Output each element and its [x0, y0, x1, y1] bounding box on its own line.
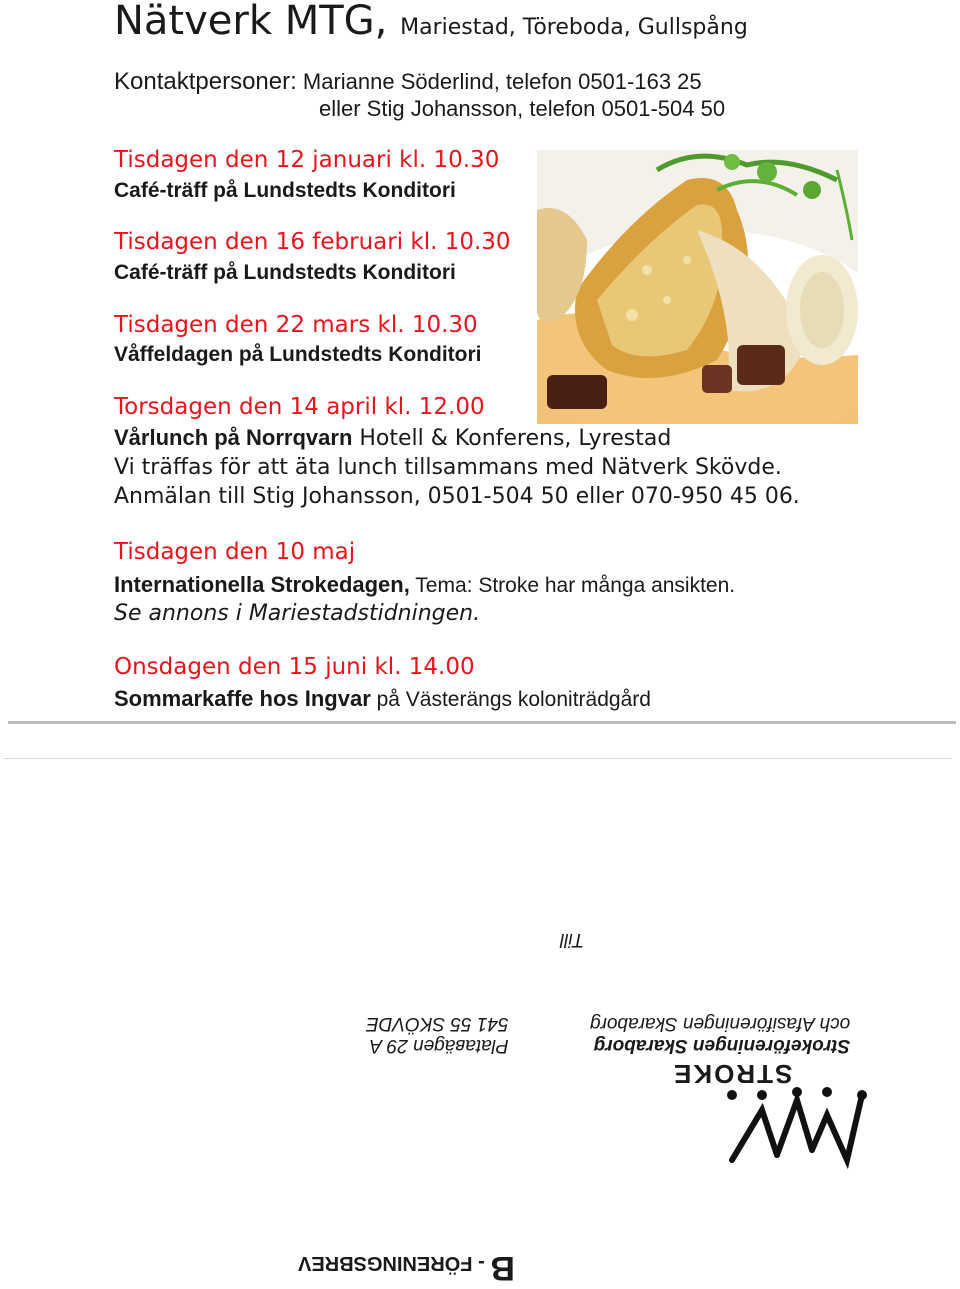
event-4-description: Vi träffas för att äta lunch tillsammans med Nätverk Skövde.: [114, 455, 782, 480]
postage-text: - FÖRENINGSBREV: [298, 1252, 485, 1274]
event-5-title-rest: Tema: Stroke har många ansikten.: [409, 574, 736, 597]
contact-person-1: Marianne Söderlind, telefon 0501-163 25: [302, 69, 702, 94]
event-5-title-bold: Internationella Strokedagen,: [114, 572, 410, 597]
event-4-date: Torsdagen den 14 april kl. 12.00: [114, 394, 485, 420]
event-4-title: [114, 425, 671, 451]
event-1-title: Café-träff på Lundstedts Konditori: [114, 179, 456, 202]
fish-dish-image: [537, 150, 858, 424]
event-1-date: Tisdagen den 12 januari kl. 10.30: [114, 147, 500, 173]
event-2-title: Café-träff på Lundstedts Konditori: [114, 261, 456, 284]
event-3-title: Våffeldagen på Lundstedts Konditori: [114, 343, 482, 366]
event-3-date: Tisdagen den 22 mars kl. 10.30: [114, 312, 478, 338]
mailer-logo-text: STROKE: [672, 1059, 793, 1089]
event-2-date: Tisdagen den 16 februari kl. 10.30: [114, 229, 511, 255]
event-5-note: Se annons i Mariestadstidningen.: [114, 601, 481, 626]
event-4-title-bold: Vårlunch på Norrqvarn: [114, 425, 353, 450]
postage-letter: B: [490, 1249, 515, 1287]
mailer-till: Till: [560, 929, 585, 950]
contacts-label: Kontaktpersoner:: [114, 68, 297, 95]
stroke-logo-icon: [722, 1085, 872, 1170]
event-5-title: [114, 572, 735, 598]
mailer-org: [590, 1012, 850, 1056]
event-6-date: Onsdagen den 15 juni kl. 14.00: [114, 654, 475, 680]
food-photo: [537, 150, 858, 424]
event-4-registration: Anmälan till Stig Johansson, 0501-504 50 eller 070-950 45 06.: [114, 484, 800, 509]
contact-person-2: eller Stig Johansson, telefon 0501-504 50: [319, 96, 726, 121]
mailer-org-sub: och Afasiföreningen Skaraborg: [590, 1013, 851, 1034]
mailer-org-name: Strokeföreningen Skaraborg: [593, 1035, 851, 1056]
event-6-title-rest: på Västerängs koloniträdgård: [370, 688, 651, 711]
mailer-return-address: [366, 1012, 509, 1056]
event-4-title-rest: Hotell & Konferens, Lyrestad: [352, 426, 672, 451]
event-5-date: Tisdagen den 10 maj: [114, 539, 356, 565]
title-locations: Mariestad, Töreboda, Gullspång: [400, 15, 748, 40]
event-6-title: [114, 686, 651, 712]
page-title: [114, 0, 748, 44]
fold-rule-thin: [4, 758, 952, 759]
title-network: Nätverk MTG,: [114, 0, 388, 44]
mailer-postage: [298, 1248, 515, 1287]
event-6-title-bold: Sommarkaffe hos Ingvar: [114, 686, 371, 711]
mailer-address-city: 541 55 SKÖVDE: [366, 1013, 509, 1034]
mailer-address-street: Plataвägen 29 A: [369, 1035, 509, 1056]
contacts-line-1: [114, 68, 702, 96]
fold-rule: [8, 721, 956, 724]
